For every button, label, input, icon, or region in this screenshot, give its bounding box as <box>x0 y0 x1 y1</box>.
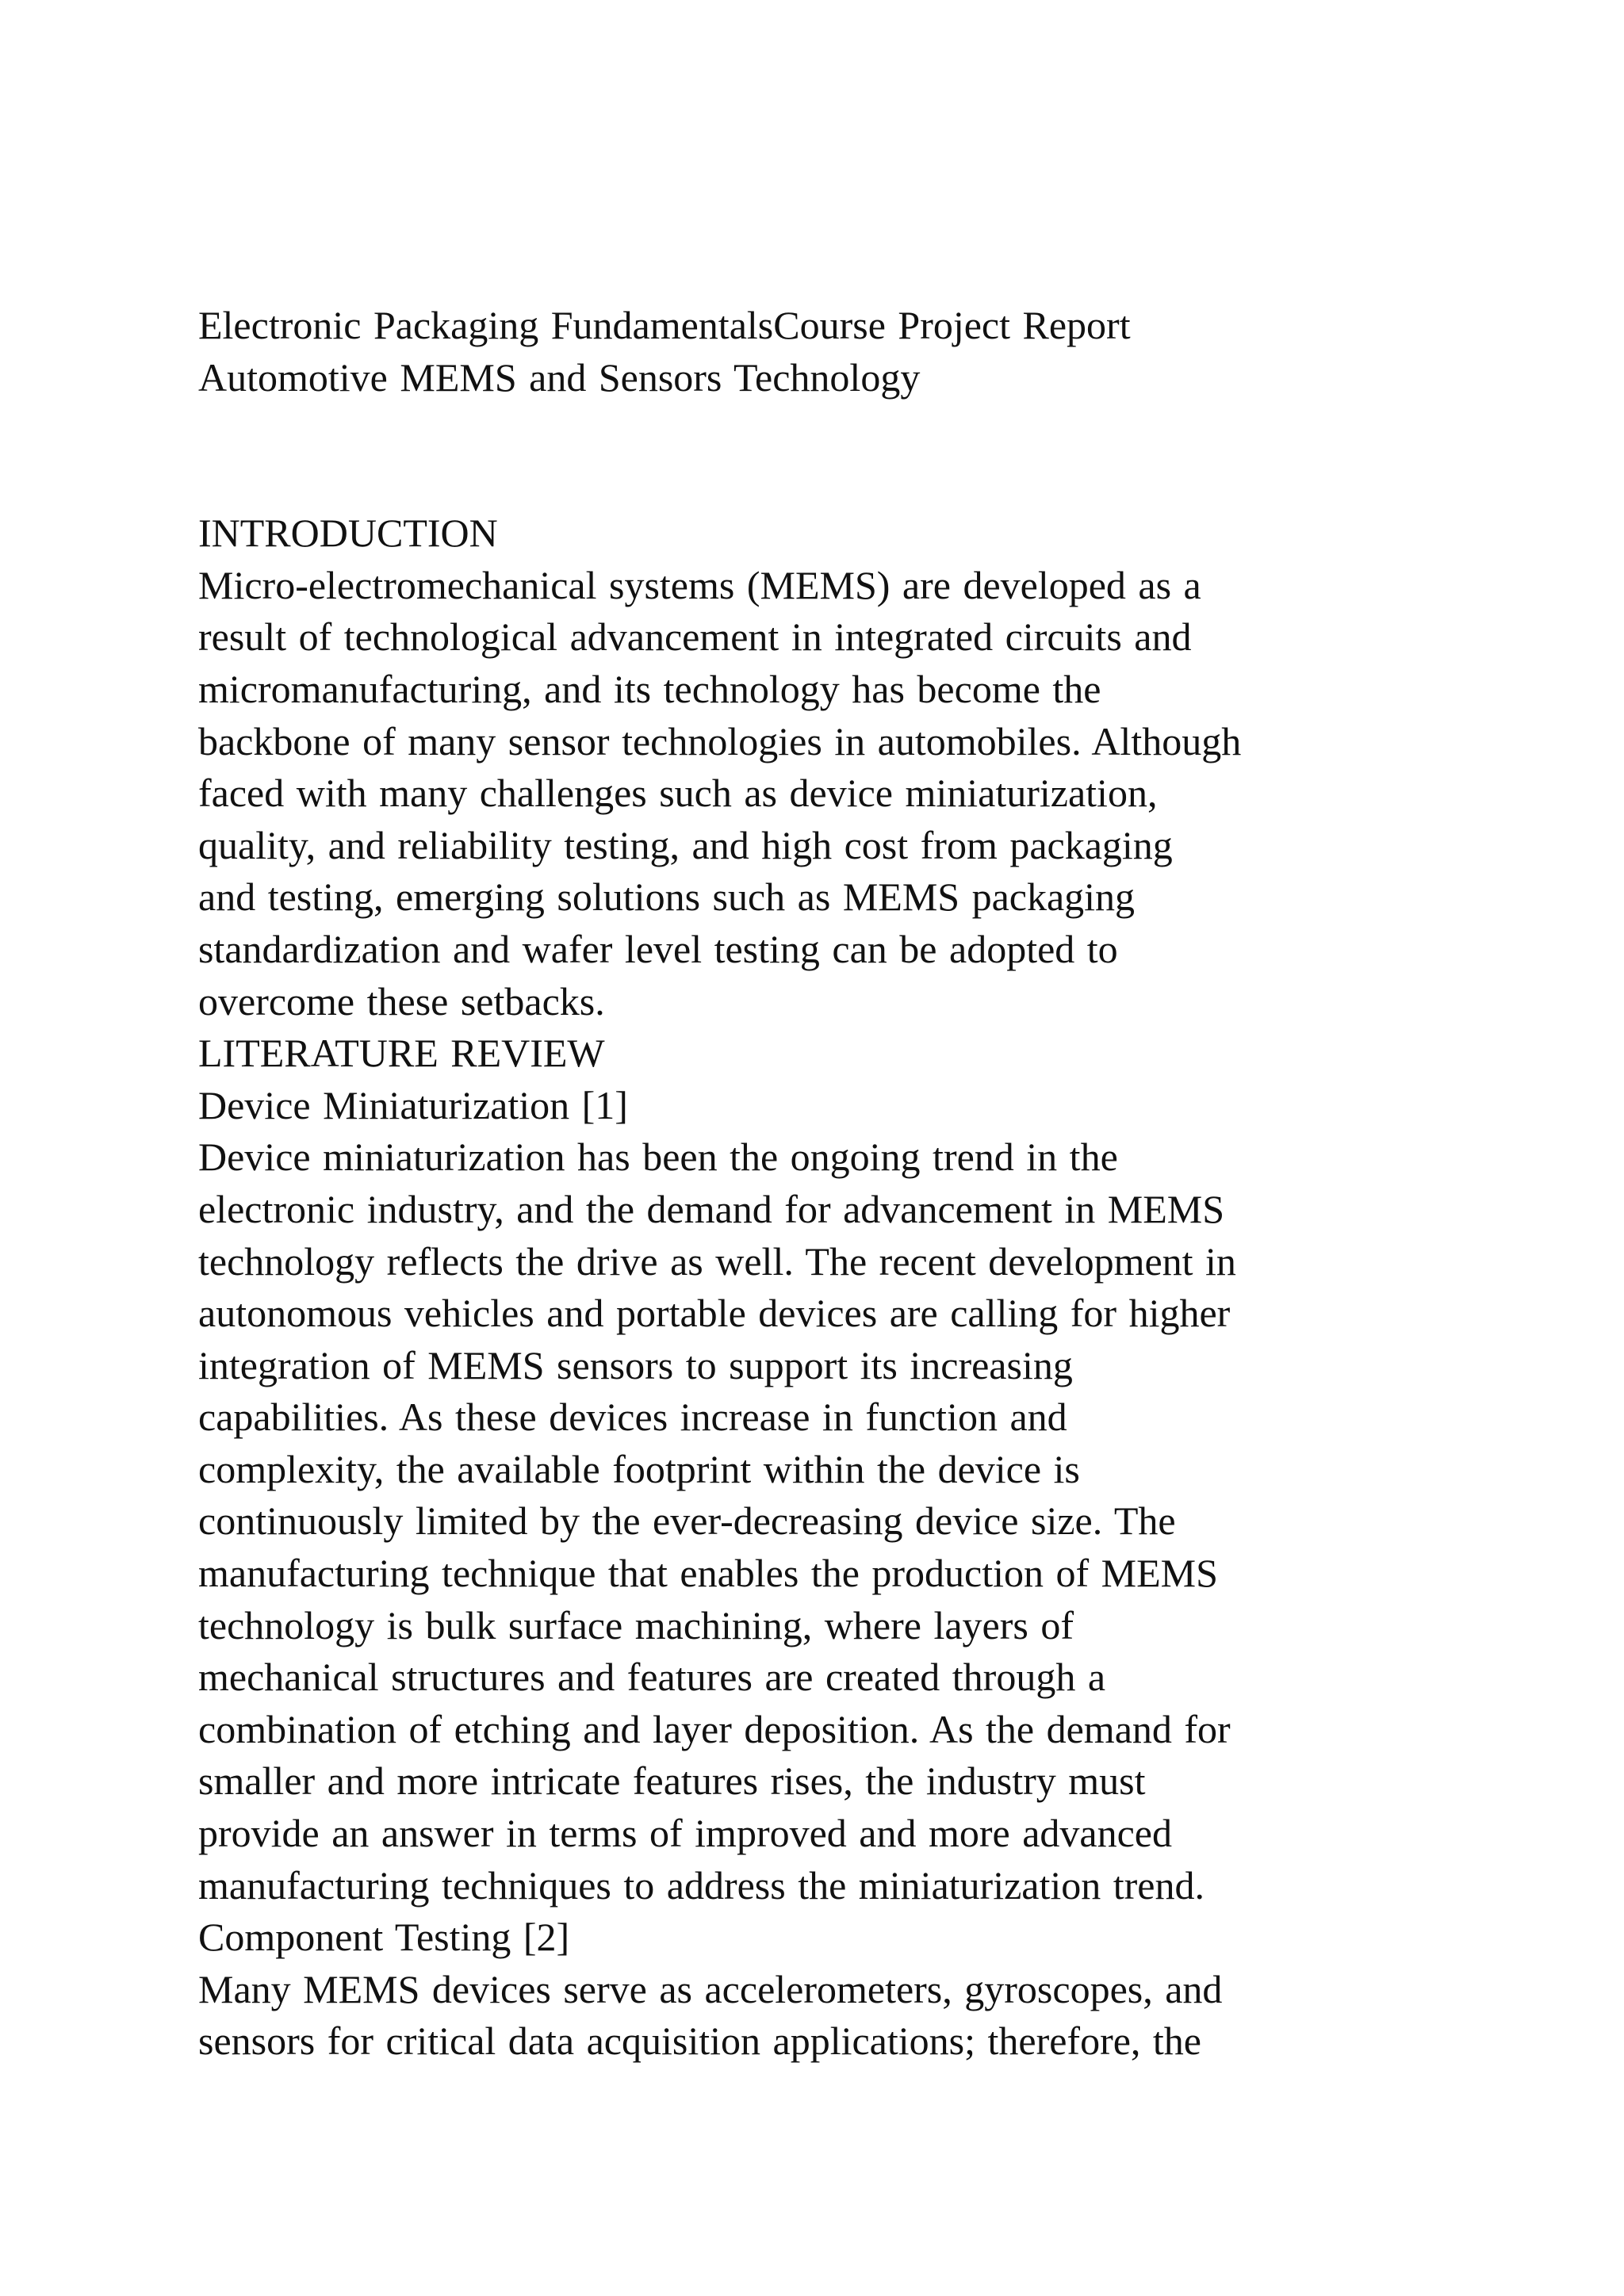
section-gap <box>198 404 1546 507</box>
paragraph-line: technology reflects the drive as well. The recent development in <box>198 1238 1236 1284</box>
paragraph-line: Many MEMS devices serve as accelerometers, gyroscopes, and <box>198 1966 1223 2011</box>
subheading-device-miniaturization: Device Miniaturization [1] <box>198 1082 628 1127</box>
paragraph-line: overcome these setbacks. <box>198 978 605 1024</box>
document-text <box>198 300 1546 2068</box>
heading-literature-review: LITERATURE REVIEW <box>198 1031 605 1076</box>
paragraph-line: and testing, emerging solutions such as MEMS packaging <box>198 874 1136 920</box>
paragraph-line: mechanical structures and features are created through a <box>198 1655 1106 1700</box>
paragraph-line: technology is bulk surface machining, where layers of <box>198 1602 1074 1647</box>
paragraph-line: backbone of many sensor technologies in automobiles. Although <box>198 718 1242 763</box>
paragraph-line: manufacturing technique that enables the production of MEMS <box>198 1551 1218 1596</box>
paragraph-line: micromanufacturing, and its technology has become the <box>198 666 1101 711</box>
paragraph-line: continuously limited by the ever-decreasing device size. The <box>198 1498 1176 1544</box>
title-line: Electronic Packaging FundamentalsCourse Project Report <box>198 303 1131 347</box>
paragraph-line: manufacturing techniques to address the miniaturization trend. <box>198 1862 1205 1908</box>
paragraph-line: Device miniaturization has been the ongoing trend in the <box>198 1135 1118 1180</box>
paragraph-line: integration of MEMS sensors to support its increasing <box>198 1342 1073 1387</box>
paragraph-line: autonomous vehicles and portable devices are calling for higher <box>198 1291 1231 1336</box>
paragraph-line: sensors for critical data acquisition applications; therefore, the <box>198 2019 1201 2064</box>
heading-introduction: INTRODUCTION <box>198 511 498 556</box>
paragraph-line: electronic industry, and the demand for advancement in MEMS <box>198 1186 1224 1231</box>
paragraph-line: result of technological advancement in integrated circuits and <box>198 614 1192 660</box>
paragraph-line: quality, and reliability testing, and high cost from packaging <box>198 822 1173 867</box>
paragraph-line: capabilities. As these devices increase in function and <box>198 1395 1067 1440</box>
paragraph-line: complexity, the available footprint within the device is <box>198 1446 1080 1491</box>
paragraph-line: combination of etching and layer deposition. As the demand for <box>198 1706 1231 1751</box>
paragraph-line: provide an answer in terms of improved and more advanced <box>198 1811 1172 1856</box>
paragraph-line: Micro-electromechanical systems (MEMS) are developed as a <box>198 562 1201 607</box>
paragraph-line: smaller and more intricate features rises, the industry must <box>198 1758 1146 1804</box>
paragraph-line: standardization and wafer level testing can be adopted to <box>198 926 1118 971</box>
subheading-component-testing: Component Testing [2] <box>198 1915 570 1960</box>
subtitle-line: Automotive MEMS and Sensors Technology <box>198 354 921 400</box>
paragraph-line: faced with many challenges such as device miniaturization, <box>198 771 1158 816</box>
